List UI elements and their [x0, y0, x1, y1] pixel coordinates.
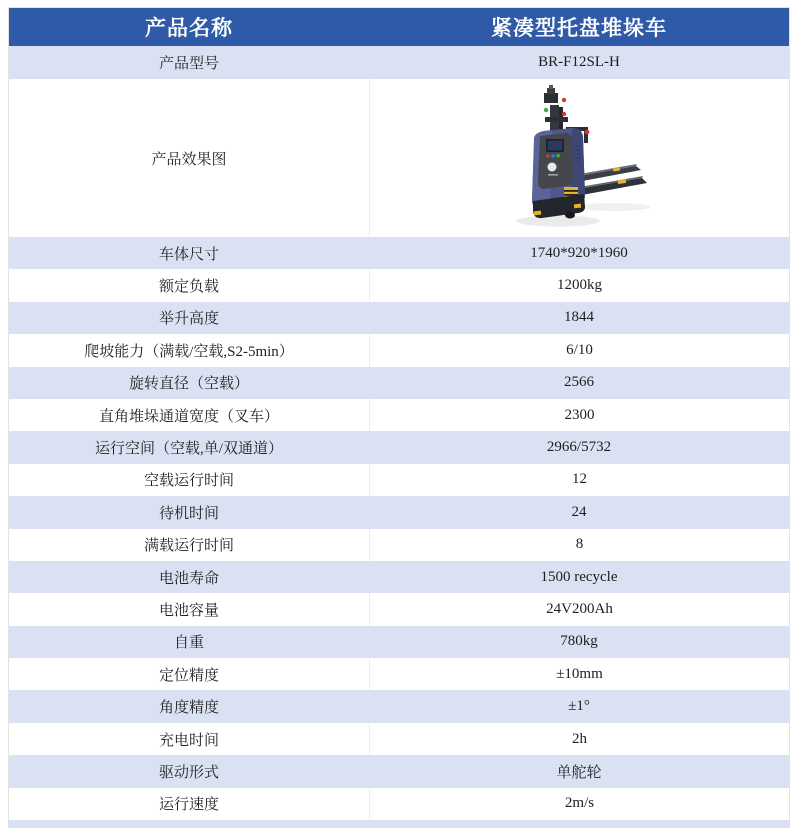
- spec-label-cell: 满载运行时间: [143, 538, 234, 555]
- bottom-partial-row: [8, 820, 790, 828]
- spec-label-cell: 运行空间（空载,单/双通道）: [95, 441, 283, 458]
- spec-label-cell: 旋转直径（空载）: [128, 376, 249, 393]
- spec-label-cell: 定位精度: [158, 667, 219, 684]
- spec-row: [9, 496, 789, 528]
- spec-label-cell: 举升高度: [158, 311, 219, 328]
- spec-row: [9, 690, 789, 722]
- spec-value-cell: 6/10: [369, 334, 789, 366]
- spec-label-cell: 电池容量: [158, 602, 219, 619]
- spec-value-cell: 1500 recycle: [540, 568, 618, 585]
- model-value: BR-F12SL-H: [538, 54, 620, 70]
- spec-label-cell: 角度精度: [158, 700, 219, 717]
- product-image-row: [9, 79, 789, 237]
- spec-row: [9, 302, 789, 334]
- spec-label-cell: 自重: [173, 635, 204, 652]
- header-product-name-label: 产品名称: [145, 16, 233, 40]
- spec-value-cell: 12: [369, 464, 789, 496]
- table-header-row: [9, 8, 789, 46]
- spec-label-cell: 额定负载: [158, 279, 219, 296]
- spec-row: [9, 755, 789, 787]
- spec-row: [9, 788, 789, 820]
- spec-value-cell: 2566: [564, 374, 594, 391]
- spec-label-cell: 运行速度: [158, 797, 219, 814]
- spec-row: [9, 593, 789, 625]
- spec-value-cell: 1740*920*1960: [530, 244, 628, 261]
- spec-value-cell: 2966/5732: [546, 439, 612, 456]
- model-label: 产品型号: [158, 56, 219, 72]
- product-image-cell: [369, 79, 789, 237]
- spec-label-cell: 充电时间: [158, 732, 219, 749]
- spec-value-cell: 2m/s: [369, 788, 789, 820]
- spec-row: [9, 529, 789, 561]
- spec-row: [9, 367, 789, 399]
- spec-label-cell: 车体尺寸: [158, 246, 219, 263]
- spec-row: [9, 723, 789, 755]
- spec-row: [9, 399, 789, 431]
- spec-value-cell: 2300: [369, 399, 789, 431]
- spec-value-cell: 1200kg: [369, 269, 789, 301]
- spec-label-cell: 空载运行时间: [143, 473, 234, 490]
- header-product-name-value: 紧凑型托盘堆垛车: [491, 16, 667, 40]
- spec-label-cell: 直角堆垛通道宽度（叉车）: [98, 408, 279, 425]
- spec-label-cell: 待机时间: [158, 505, 219, 522]
- spec-value-cell: 24: [571, 503, 587, 520]
- spec-value-cell: 2h: [369, 723, 789, 755]
- spec-row: [9, 334, 789, 366]
- pallet-stacker-illustration: [500, 83, 660, 233]
- spec-row: [9, 561, 789, 593]
- spec-row: [9, 626, 789, 658]
- spec-rows: [9, 237, 789, 820]
- pallet-stacker-image: [500, 83, 660, 233]
- product-image-label: 产品效果图: [151, 151, 227, 168]
- spec-value-cell: 8: [369, 529, 789, 561]
- spec-row: [9, 269, 789, 301]
- spec-row: [9, 237, 789, 269]
- spec-row: [9, 431, 789, 463]
- spec-label-cell: 电池寿命: [158, 570, 219, 587]
- spec-value-cell: 24V200Ah: [369, 593, 789, 625]
- spec-value-cell: 单舵轮: [556, 764, 602, 781]
- model-row: [9, 46, 789, 79]
- product-spec-table: [8, 7, 790, 820]
- spec-value-cell: 780kg: [560, 633, 598, 650]
- spec-label-cell: 爬坡能力（满载/空载,S2-5min）: [84, 343, 294, 360]
- spec-value-cell: 1844: [564, 309, 594, 326]
- spec-value-cell: ±1°: [568, 698, 590, 715]
- spec-row: [9, 658, 789, 690]
- spec-row: [9, 464, 789, 496]
- spec-value-cell: ±10mm: [369, 658, 789, 690]
- spec-label-cell: 驱动形式: [158, 764, 219, 781]
